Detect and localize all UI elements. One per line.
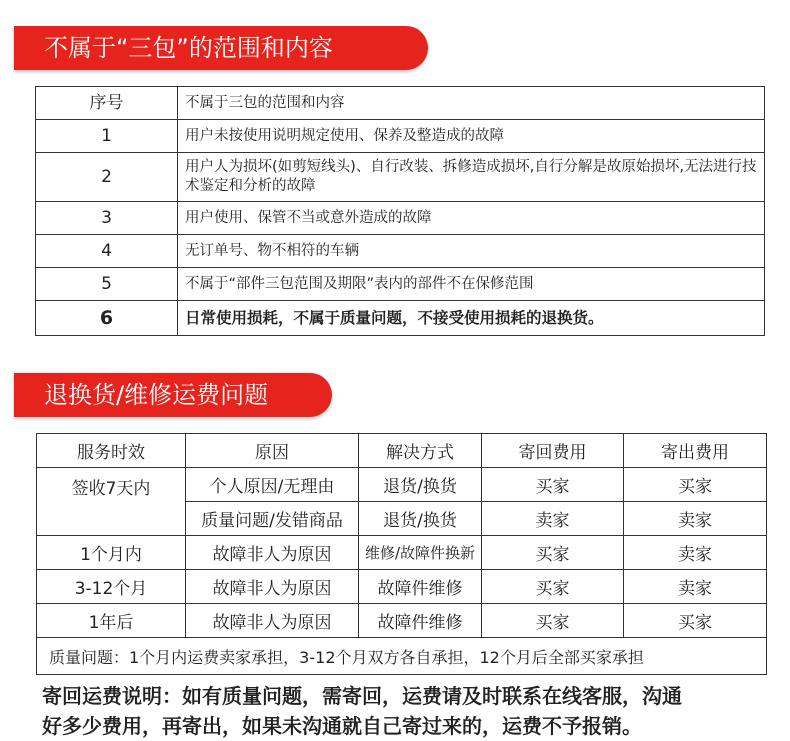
- table-row: [37, 468, 767, 502]
- service-period-cell: 3-12个月: [37, 570, 186, 604]
- table-row: [36, 301, 765, 336]
- return-fee-cell: 买家: [482, 604, 624, 638]
- send-fee-cell: 买家: [624, 604, 767, 638]
- row-number: 4: [36, 235, 178, 268]
- return-fee-cell: 卖家: [482, 502, 624, 536]
- send-fee-cell: 卖家: [624, 502, 767, 536]
- header-cell: 原因: [186, 434, 359, 468]
- send-fee-cell: 卖家: [624, 570, 767, 604]
- solution-cell: 退货/换货: [359, 468, 482, 502]
- reason-cell: 质量问题/发错商品: [186, 502, 359, 536]
- header-cell: 序号: [36, 87, 178, 120]
- send-fee-cell: 卖家: [624, 536, 767, 570]
- send-fee-cell: 买家: [624, 468, 767, 502]
- header-cell: 寄出费用: [624, 434, 767, 468]
- row-content: 用户使用、保管不当或意外造成的故障: [178, 202, 765, 235]
- table-row: [36, 120, 765, 153]
- footer-line: 好多少费用，再寄出，如果未沟通就自己寄过来的，运费不予报销。: [42, 714, 642, 738]
- table-row: [37, 536, 767, 570]
- table-row: [36, 202, 765, 235]
- reason-cell: 个人原因/无理由: [186, 468, 359, 502]
- table-row: [37, 604, 767, 638]
- header-cell: 服务时效: [37, 434, 186, 468]
- table-header-row: [36, 87, 765, 120]
- row-content: 无订单号、物不相符的车辆: [178, 235, 765, 268]
- service-period-cell: 1个月内: [37, 536, 186, 570]
- service-period-cell: 1年后: [37, 604, 186, 638]
- reason-cell: 故障非人为原因: [186, 604, 359, 638]
- table-row: [36, 153, 765, 202]
- table-header-row: [37, 434, 767, 468]
- shipping-fees-table: [36, 433, 767, 675]
- row-number: 5: [36, 268, 178, 301]
- service-period-cell: 签收7天内: [37, 468, 186, 536]
- row-content: 用户人为损坏(如剪短线头)、自行改装、拆修造成损坏,自行分解是故原始损坏,无法进行技术鉴定和分析的故障: [178, 153, 765, 202]
- warranty-exclusions-table: [35, 86, 765, 336]
- return-fee-cell: 买家: [482, 570, 624, 604]
- table-note-row: [37, 638, 767, 675]
- row-content: 用户未按使用说明规定使用、保养及整造成的故障: [178, 120, 765, 153]
- row-number: 1: [36, 120, 178, 153]
- row-content: 不属于“部件三包范围及期限”表内的部件不在保修范围: [178, 268, 765, 301]
- return-shipping-note: [42, 681, 772, 741]
- table-row: [36, 235, 765, 268]
- solution-cell: 退货/换货: [359, 502, 482, 536]
- section-title-warranty-exclusions: 不属于“三包”的范围和内容: [14, 26, 428, 70]
- footer-line: 寄回运费说明：如有质量问题，需寄回，运费请及时联系在线客服，沟通: [42, 684, 682, 708]
- quality-issue-note: 质量问题：1个月内运费卖家承担，3-12个月双方各自承担，12个月后全部买家承担: [37, 638, 767, 675]
- row-number: 2: [36, 153, 178, 202]
- reason-cell: 故障非人为原因: [186, 570, 359, 604]
- return-fee-cell: 买家: [482, 468, 624, 502]
- section-title-shipping-fees: 退换货/维修运费问题: [14, 373, 332, 417]
- reason-cell: 故障非人为原因: [186, 536, 359, 570]
- row-number: 6: [36, 301, 178, 336]
- table-row: [37, 570, 767, 604]
- return-fee-cell: 买家: [482, 536, 624, 570]
- solution-cell: 故障件维修: [359, 604, 482, 638]
- header-cell: 解决方式: [359, 434, 482, 468]
- table-row: [36, 268, 765, 301]
- row-content: 日常使用损耗，不属于质量问题，不接受使用损耗的退换货。: [178, 301, 765, 336]
- header-cell: 寄回费用: [482, 434, 624, 468]
- solution-cell: 故障件维修: [359, 570, 482, 604]
- row-number: 3: [36, 202, 178, 235]
- solution-cell: 维修/故障件换新: [359, 536, 482, 570]
- header-cell: 不属于三包的范围和内容: [178, 87, 765, 120]
